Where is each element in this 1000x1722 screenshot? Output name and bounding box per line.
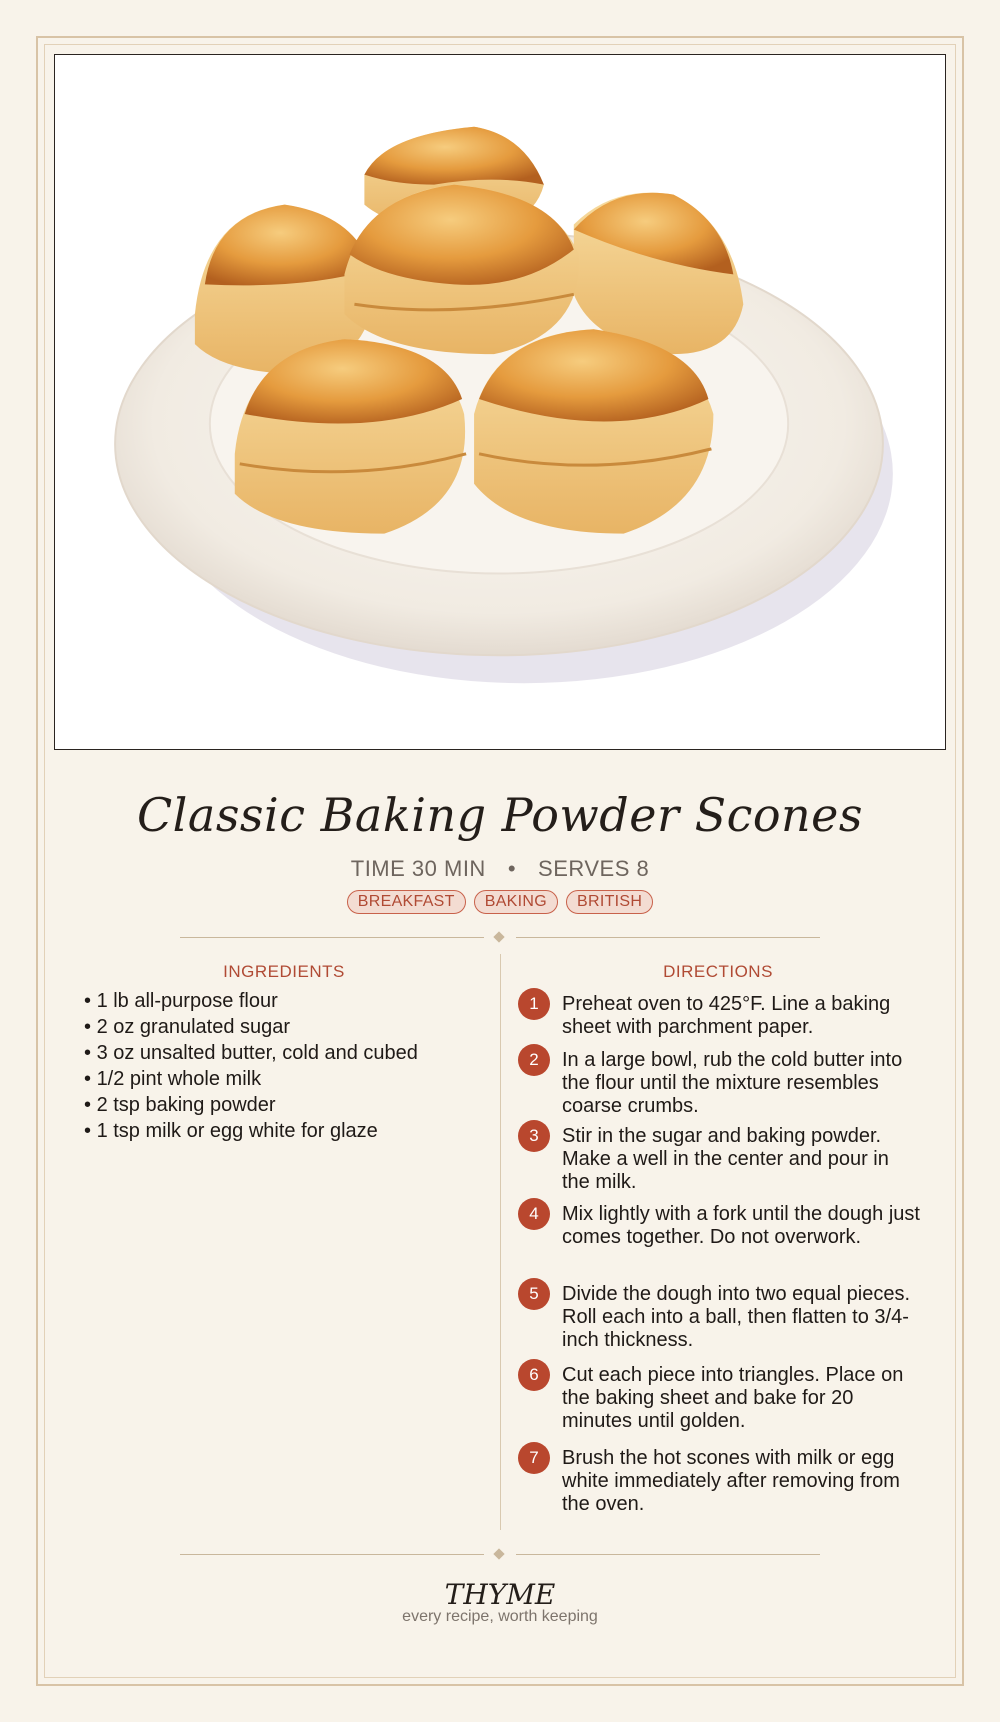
- meta-separator: •: [507, 856, 517, 881]
- recipe-photo: [54, 54, 946, 750]
- divider-diamond-icon: [493, 1548, 504, 1559]
- step-text: Cut each piece into triangles. Place on the baking sheet and bake for 20 minutes until golden.: [562, 1364, 904, 1432]
- ingredient-item: • 1/2 pint whole milk: [84, 1066, 484, 1092]
- time-label: TIME 30 MIN: [350, 856, 486, 881]
- ingredients-list: [84, 988, 484, 1144]
- step-text: Mix lightly with a fork until the dough just comes together. Do not overwork.: [562, 1203, 920, 1248]
- step-number-badge: 1: [518, 988, 550, 1020]
- top-divider: [180, 930, 820, 946]
- ingredient-item: • 1 tsp milk or egg white for glaze: [84, 1118, 484, 1144]
- ingredient-item: • 2 tsp baking powder: [84, 1092, 484, 1118]
- tag-list: [0, 890, 1000, 914]
- step-number-badge: 2: [518, 1044, 550, 1076]
- brand-tagline: every recipe, worth keeping: [402, 1608, 598, 1625]
- scones-illustration: [55, 55, 945, 749]
- serves-label: SERVES 8: [538, 856, 650, 881]
- step-text: Brush the hot scones with milk or egg white immediately after removing from the oven.: [562, 1447, 900, 1515]
- recipe-meta: [0, 856, 1000, 882]
- divider-line-left: [180, 1554, 484, 1555]
- divider-diamond-icon: [493, 931, 504, 942]
- step-number-badge: 7: [518, 1442, 550, 1474]
- ingredient-item: • 3 oz unsalted butter, cold and cubed: [84, 1040, 484, 1066]
- step-text: Divide the dough into two equal pieces. Roll each into a ball, then flatten to 3/4-inch thickness.: [562, 1283, 911, 1351]
- tag-british[interactable]: BRITISH: [566, 890, 653, 914]
- ingredient-item: • 2 oz granulated sugar: [84, 1014, 484, 1040]
- step-number-badge: 5: [518, 1278, 550, 1310]
- tag-baking[interactable]: BAKING: [474, 890, 558, 914]
- step-number-badge: 4: [518, 1198, 550, 1230]
- ingredients-heading: INGREDIENTS: [223, 962, 345, 981]
- divider-line-right: [516, 937, 820, 938]
- column-divider: [500, 954, 501, 1530]
- divider-line-right: [516, 1554, 820, 1555]
- directions-heading: DIRECTIONS: [663, 962, 773, 981]
- brand-logo: THYME: [444, 1578, 556, 1611]
- bottom-divider: [180, 1547, 820, 1563]
- step-text: Stir in the sugar and baking powder. Make a well in the center and pour in the milk.: [562, 1125, 889, 1193]
- divider-line-left: [180, 937, 484, 938]
- step-text: In a large bowl, rub the cold butter into the flour until the mixture resembles coarse crumbs.: [562, 1049, 903, 1117]
- step-number-badge: 3: [518, 1120, 550, 1152]
- tag-breakfast[interactable]: BREAKFAST: [347, 890, 466, 914]
- step-number-badge: 6: [518, 1359, 550, 1391]
- step-text: Preheat oven to 425°F. Line a baking sheet with parchment paper.: [562, 993, 891, 1038]
- ingredient-item: • 1 lb all-purpose flour: [84, 988, 484, 1014]
- recipe-title: Classic Baking Powder Scones: [136, 788, 863, 842]
